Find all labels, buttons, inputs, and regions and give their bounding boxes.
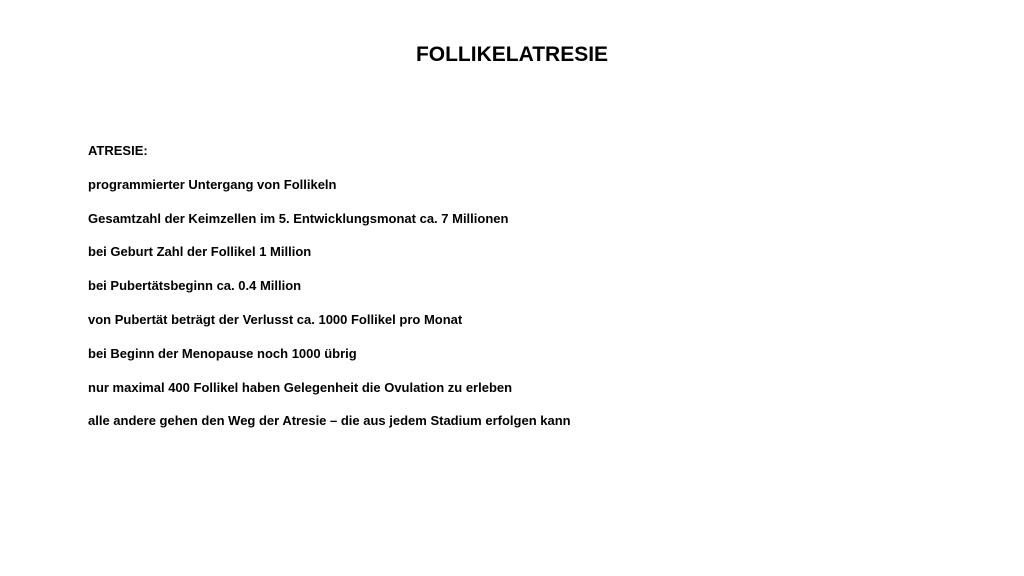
text-line-6: bei Beginn der Menopause noch 1000 übrig bbox=[88, 345, 357, 361]
text-line-5: von Pubertät beträgt der Verlusst ca. 1000 Follikel pro Monat bbox=[88, 311, 463, 327]
text-line-3: bei Geburt Zahl der Follikel 1 Million bbox=[88, 244, 312, 260]
text-line-7: nur maximal 400 Follikel haben Gelegenheit die Ovulation zu erleben bbox=[88, 379, 513, 395]
text-line-2: Gesamtzahl der Keimzellen im 5. Entwicklungsmonat ca. 7 Millionen bbox=[88, 210, 509, 226]
slide-content bbox=[88, 142, 948, 446]
text-line-1: programmierter Untergang von Follikeln bbox=[88, 176, 337, 192]
text-line-4: bei Pubertätsbeginn ca. 0.4 Million bbox=[88, 278, 302, 294]
section-heading: ATRESIE: bbox=[88, 143, 148, 158]
text-line-8: alle andere gehen den Weg der Atresie – die aus jedem Stadium erfolgen kann bbox=[88, 413, 571, 429]
slide-title: FOLLIKELATRESIE bbox=[415, 43, 609, 66]
